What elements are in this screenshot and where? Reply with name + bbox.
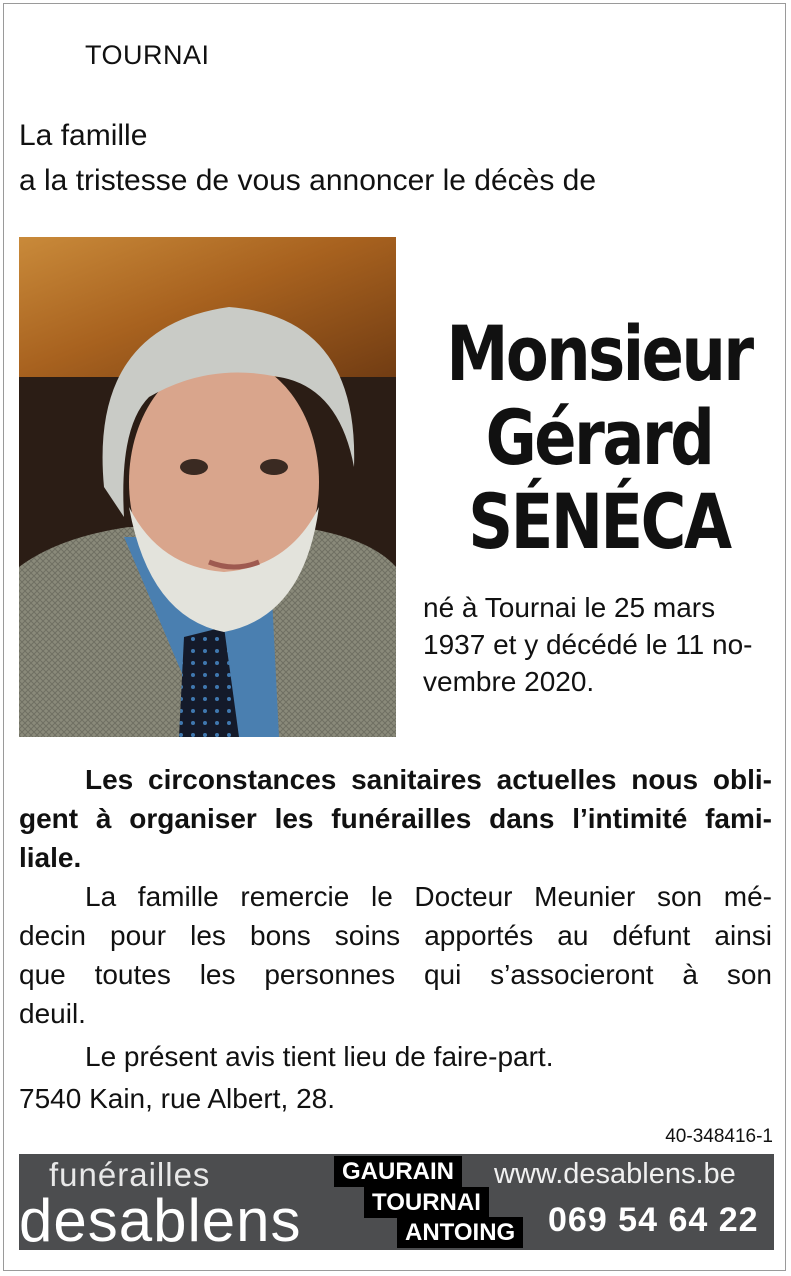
family-address: 7540 Kain, rue Albert, 28. <box>19 1083 335 1114</box>
dates-line-2: 1937 et y décédé le 11 no- <box>423 629 753 660</box>
portrait-photo <box>19 237 396 737</box>
p2-line-1: La famille remercie le Docteur Meunier son mé- <box>85 881 772 912</box>
banner-city-tournai: TOURNAI <box>364 1187 489 1218</box>
deceased-name <box>444 309 754 566</box>
portrait-illustration <box>19 237 396 737</box>
thanks-paragraph <box>19 877 772 1033</box>
intro-text <box>19 113 596 203</box>
notice-paragraph <box>19 1037 772 1076</box>
p2-line-3: que toutes les personnes qui s’associeront à son <box>19 959 772 990</box>
p1-line-1: Les circonstances sanitaires actuelles nous obli- <box>85 764 772 795</box>
intro-line-1: La famille <box>19 119 148 152</box>
banner-brand-logo: desablens <box>19 1187 302 1250</box>
banner-city-gaurain: GAURAIN <box>334 1156 462 1187</box>
banner-funerailles: funérailles <box>49 1156 211 1193</box>
intro-line-2: a la tristesse de vous annoncer le décès de <box>19 164 597 197</box>
deceased-last-name: SÉNÉCA <box>468 477 730 566</box>
banner-website-link[interactable]: www.desablens.be <box>494 1158 736 1190</box>
banner-phone-number[interactable]: 069 54 64 22 <box>548 1201 759 1239</box>
p2-line-2: decin pour les bons soins apportés au défunt ainsi <box>19 920 772 951</box>
reference-number: 40-348416-1 <box>665 1126 773 1147</box>
dates-line-3: vembre 2020. <box>423 666 595 697</box>
city-header: TOURNAI <box>85 40 210 70</box>
deceased-first-name: Gérard <box>485 393 713 482</box>
birth-death-dates <box>423 589 773 700</box>
p1-line-3: liale. <box>19 842 82 873</box>
funeral-notice-paragraph <box>19 760 772 877</box>
funeral-home-banner <box>19 1154 774 1250</box>
deceased-title: Monsieur <box>446 309 752 398</box>
p2-line-4: deuil. <box>19 998 86 1029</box>
p1-line-2: gent à organiser les funérailles dans l’intimité fami- <box>19 803 772 834</box>
dates-line-1: né à Tournai le 25 mars <box>423 592 716 623</box>
banner-city-antoing: ANTOING <box>397 1217 523 1248</box>
p3-line-1: Le présent avis tient lieu de faire-part. <box>85 1041 554 1072</box>
